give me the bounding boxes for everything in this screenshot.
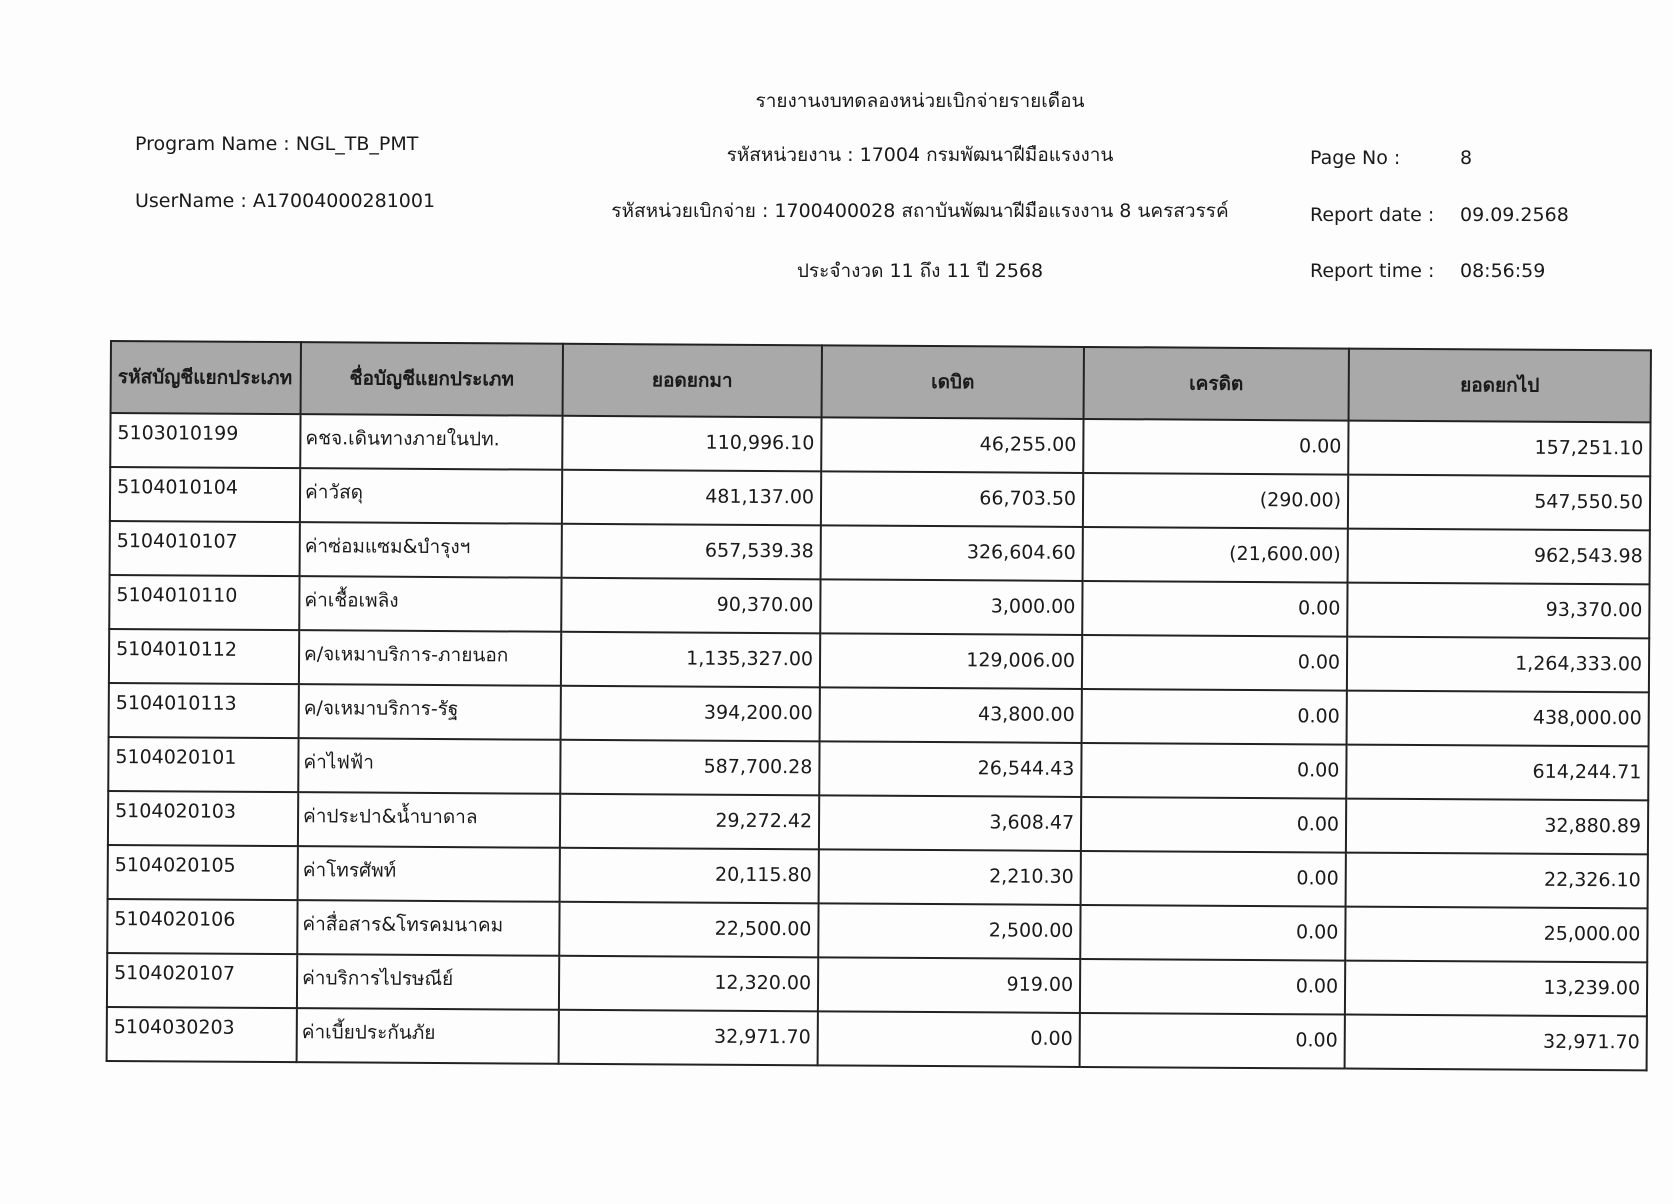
cell-account-code: 5104020101 xyxy=(108,737,298,792)
cell-account-code: 5104010107 xyxy=(110,521,300,576)
cell-credit: 0.00 xyxy=(1081,851,1346,907)
col-header-account-name: ชื่อบัญชีแยกประเภท xyxy=(301,342,563,416)
cell-brought-forward: 12,320.00 xyxy=(559,956,818,1012)
agency-line: รหัสหน่วยงาน : 17004 กรมพัฒนาฝีมือแรงงาน xyxy=(726,144,1114,166)
cell-account-name: ค/จเหมาบริการ-รัฐ xyxy=(299,684,561,740)
cell-brought-forward: 481,137.00 xyxy=(562,470,821,526)
user-name: UserName : A17004000281001 xyxy=(135,190,436,212)
cell-debit: 919.00 xyxy=(818,957,1080,1013)
cell-debit: 66,703.50 xyxy=(821,471,1083,527)
cell-brought-forward: 657,539.38 xyxy=(562,524,821,580)
table-row xyxy=(110,413,1650,476)
cell-account-code: 5104030203 xyxy=(107,1007,297,1062)
cell-credit: (21,600.00) xyxy=(1083,527,1348,583)
cell-credit: 0.00 xyxy=(1081,797,1346,853)
cell-brought-forward: 22,500.00 xyxy=(559,902,818,958)
cell-carried-forward: 13,239.00 xyxy=(1345,961,1647,1017)
cell-account-name: ค่าไฟฟ้า xyxy=(298,738,560,794)
cell-carried-forward: 547,550.50 xyxy=(1348,475,1650,531)
trial-balance-table-wrapper xyxy=(106,340,1650,1071)
cell-brought-forward: 90,370.00 xyxy=(561,578,820,634)
cell-brought-forward: 110,996.10 xyxy=(562,416,821,472)
cell-credit: 0.00 xyxy=(1080,1013,1345,1069)
cell-carried-forward: 22,326.10 xyxy=(1346,853,1648,909)
cell-credit: 0.00 xyxy=(1080,905,1345,961)
cell-account-code: 5104020106 xyxy=(107,899,297,954)
table-row xyxy=(109,629,1649,692)
cell-debit: 26,544.43 xyxy=(819,741,1081,797)
cell-credit: (290.00) xyxy=(1083,473,1348,529)
cell-account-code: 5104020105 xyxy=(108,845,298,900)
cell-debit: 129,006.00 xyxy=(820,633,1082,689)
col-header-account-code: รหัสบัญชีแยกประเภท xyxy=(111,341,301,414)
table-row xyxy=(108,845,1648,908)
table-row xyxy=(107,1007,1647,1070)
cell-debit: 46,255.00 xyxy=(821,417,1083,473)
cell-carried-forward: 962,543.98 xyxy=(1348,529,1650,585)
table-header-row xyxy=(111,341,1651,422)
table-row xyxy=(110,467,1650,530)
cell-credit: 0.00 xyxy=(1081,743,1346,799)
col-header-brought-forward: ยอดยกมา xyxy=(563,344,822,418)
cell-debit: 326,604.60 xyxy=(821,525,1083,581)
cell-debit: 0.00 xyxy=(818,1011,1080,1067)
cell-account-name: ค่าสื่อสาร&โทรคมนาคม xyxy=(297,900,559,956)
cell-account-name: ค่าเบี้ยประกันภัย xyxy=(297,1008,559,1064)
table-row xyxy=(107,953,1647,1016)
cell-brought-forward: 587,700.28 xyxy=(560,740,819,796)
cell-debit: 3,608.47 xyxy=(819,795,1081,851)
table-row xyxy=(107,899,1647,962)
report-date-value: 09.09.2568 xyxy=(1460,204,1569,226)
cell-account-name: ค่าโทรศัพท์ xyxy=(298,846,560,902)
page-no-label: Page No : xyxy=(1310,147,1401,169)
cell-account-name: ค/จเหมาบริการ-ภายนอก xyxy=(299,630,561,686)
trial-balance-table xyxy=(106,340,1652,1071)
cell-credit: 0.00 xyxy=(1082,581,1347,637)
page-no-value: 8 xyxy=(1460,147,1473,169)
cell-account-name: คชจ.เดินทางภายในปท. xyxy=(300,414,562,470)
cell-account-code: 5104010113 xyxy=(109,683,299,738)
cell-credit: 0.00 xyxy=(1083,419,1348,475)
disbursement-unit-line: รหัสหน่วยเบิกจ่าย : 1700400028 สถาบันพัฒนาฝีมือแรงงาน 8 นครสวรรค์ xyxy=(611,200,1229,222)
cell-carried-forward: 93,370.00 xyxy=(1347,583,1649,639)
cell-brought-forward: 20,115.80 xyxy=(560,848,819,904)
cell-debit: 3,000.00 xyxy=(820,579,1082,635)
cell-carried-forward: 614,244.71 xyxy=(1346,745,1648,801)
col-header-debit: เดบิต xyxy=(822,345,1084,419)
cell-brought-forward: 1,135,327.00 xyxy=(561,632,820,688)
program-name: Program Name : NGL_TB_PMT xyxy=(135,133,419,155)
cell-debit: 2,210.30 xyxy=(819,849,1081,905)
report-time-value: 08:56:59 xyxy=(1460,260,1546,282)
cell-debit: 2,500.00 xyxy=(818,903,1080,959)
cell-account-code: 5103010199 xyxy=(110,413,300,468)
table-row xyxy=(108,737,1648,800)
col-header-credit: เครดิต xyxy=(1084,347,1349,421)
cell-credit: 0.00 xyxy=(1080,959,1345,1015)
cell-account-code: 5104020107 xyxy=(107,953,297,1008)
cell-carried-forward: 438,000.00 xyxy=(1347,691,1649,747)
cell-carried-forward: 32,971.70 xyxy=(1345,1015,1647,1071)
cell-brought-forward: 29,272.42 xyxy=(560,794,819,850)
col-header-carried-forward: ยอดยกไป xyxy=(1349,349,1651,423)
report-date-label: Report date : xyxy=(1310,204,1435,226)
cell-carried-forward: 25,000.00 xyxy=(1345,907,1647,963)
report-time-label: Report time : xyxy=(1310,260,1435,282)
cell-account-name: ค่าเชื้อเพลิง xyxy=(299,576,561,632)
cell-account-name: ค่าประปา&น้ำบาดาล xyxy=(298,792,560,848)
cell-credit: 0.00 xyxy=(1082,635,1347,691)
report-title: รายงานงบทดลองหน่วยเบิกจ่ายรายเดือน xyxy=(755,90,1085,112)
cell-brought-forward: 394,200.00 xyxy=(561,686,820,742)
cell-account-code: 5104010104 xyxy=(110,467,300,522)
cell-credit: 0.00 xyxy=(1082,689,1347,745)
table-row xyxy=(109,683,1649,746)
cell-carried-forward: 1,264,333.00 xyxy=(1347,637,1649,693)
cell-carried-forward: 157,251.10 xyxy=(1348,421,1650,477)
table-row xyxy=(109,575,1649,638)
cell-debit: 43,800.00 xyxy=(820,687,1082,743)
period-line: ประจำงวด 11 ถึง 11 ปี 2568 xyxy=(796,260,1044,282)
cell-account-code: 5104010110 xyxy=(109,575,299,630)
table-row xyxy=(108,791,1648,854)
cell-account-code: 5104010112 xyxy=(109,629,299,684)
cell-account-code: 5104020103 xyxy=(108,791,298,846)
table-row xyxy=(110,521,1650,584)
cell-account-name: ค่าซ่อมแซม&บำรุงฯ xyxy=(300,522,562,578)
cell-account-name: ค่าบริการไปรษณีย์ xyxy=(297,954,559,1010)
cell-carried-forward: 32,880.89 xyxy=(1346,799,1648,855)
cell-account-name: ค่าวัสดุ xyxy=(300,468,562,524)
cell-brought-forward: 32,971.70 xyxy=(559,1010,818,1066)
